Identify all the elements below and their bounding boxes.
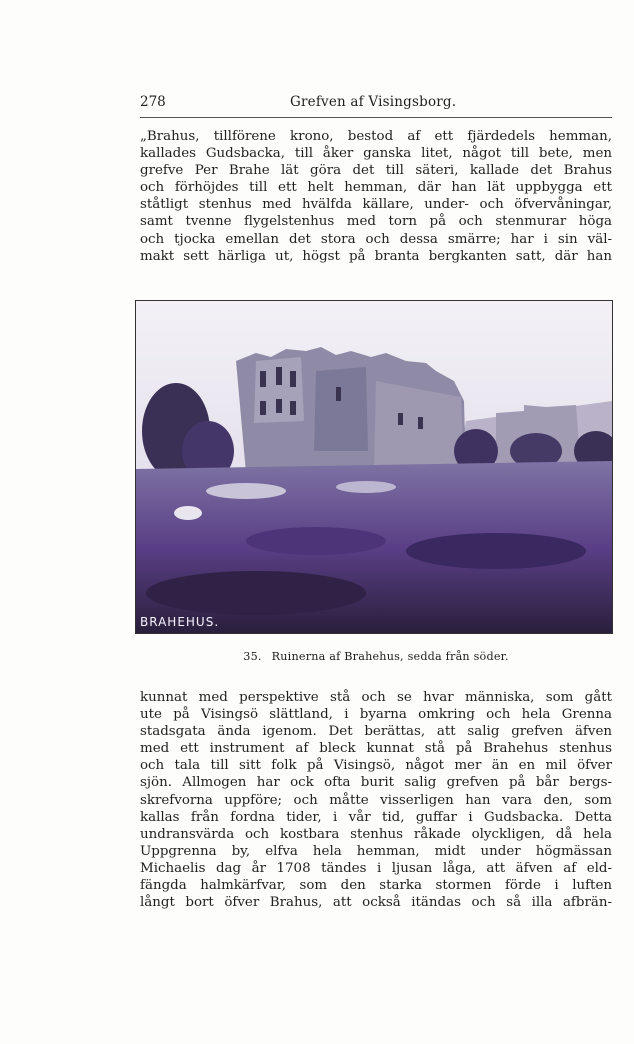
text-line: Uppgrenna by, elfva hela hemman, midt under högmässan — [140, 843, 612, 859]
figure-number: 35. — [243, 650, 262, 663]
text-line: och tjocka emellan det stora och dessa smärre; har i sin väl- — [140, 231, 612, 247]
text-line: sjön. Allmogen har ock ofta burit salig grefven på bår bergs- — [140, 775, 612, 791]
page-number: 278 — [140, 94, 166, 110]
running-title: Grefven af Visingsborg. — [290, 94, 457, 110]
paragraph-2 — [140, 689, 612, 911]
text-line: med ett instrument af bleck kunnat stå på Brahehus stenhus — [140, 741, 612, 757]
paragraph-1 — [140, 128, 612, 265]
text-line: ute på Visingsö slättland, i byarna omkring och hela Grenna — [140, 707, 612, 723]
ruins-photograph — [135, 300, 613, 634]
photo-illustration — [136, 301, 612, 633]
text-line: ståtligt stenhus med hvälfda källare, under- och öfvervåningar, — [140, 197, 612, 213]
caption-text: Ruinerna af Brahehus, sedda från söder. — [271, 650, 509, 663]
text-line: makt sett härliga ut, högst på branta bergkanten satt, där han — [140, 248, 612, 264]
text-line: samt tvenne flygelstenhus med torn på och stenmurar höga — [140, 214, 612, 230]
text-line: kallades Gudsbacka, till åker ganska litet, något till bete, men — [140, 146, 612, 162]
text-line: Michaelis dag år 1708 tändes i ljusan låga, att äfven af eld- — [140, 860, 612, 876]
text-line: och tala till sitt folk på Visingsö, något mer än en mil öfver — [140, 758, 612, 774]
text-line: och förhöjdes till ett helt hemman, där han lät uppbygga ett — [140, 180, 612, 196]
photo-stamp: BRAHEHUS. — [140, 615, 220, 629]
header-rule — [140, 117, 612, 118]
text-line: grefve Per Brahe lät göra det till säteri, kallade det Brahus — [140, 163, 612, 179]
figure-caption — [140, 650, 612, 663]
text-line: stadsgata ända igenom. Det berättas, att salig grefven äfven — [140, 724, 612, 740]
text-line: fängda halmkärfvar, som den starka stormen förde i luften — [140, 878, 612, 894]
text-line: kallas från fordna tider, i vår tid, guffar i Gudsbacka. Detta — [140, 809, 612, 825]
text-line: skrefvorna uppföre; och måtte visserligen han vara den, som — [140, 792, 612, 808]
text-line: undransvärda och kostbara stenhus råkade olyckligen, då hela — [140, 826, 612, 842]
page-header — [140, 94, 610, 116]
text-line: kunnat med perspektive stå och se hvar människa, som gått — [140, 690, 612, 705]
text-line: långt bort öfver Brahus, att också itändas och så illa afbrän- — [140, 895, 612, 911]
text-line: „Brahus, tillförene krono, bestod af ett fjärdedels hemman, — [140, 129, 612, 144]
